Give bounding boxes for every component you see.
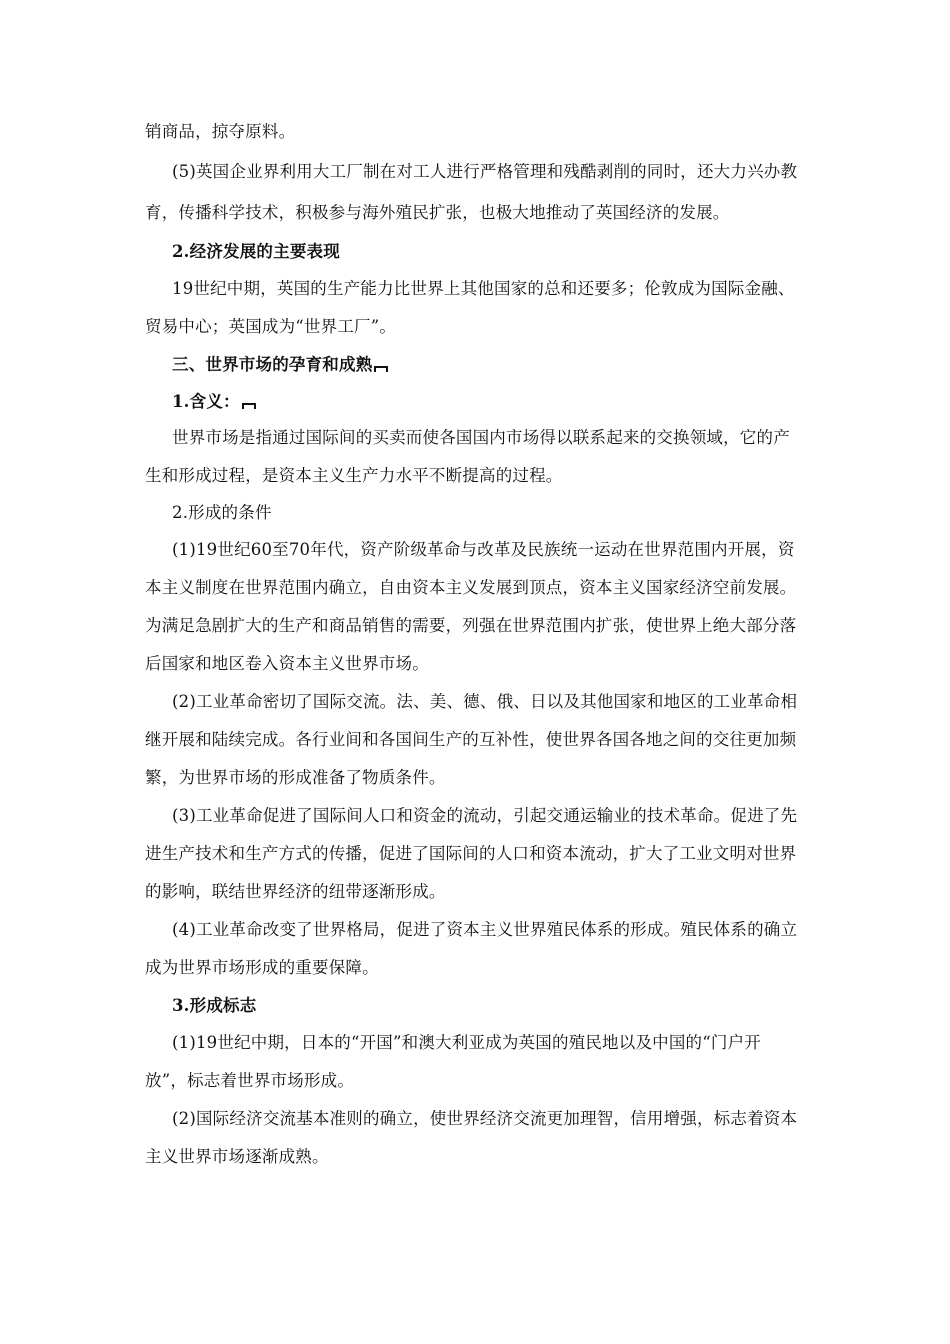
text-line: 继开展和陆续完成。各行业间和各国间生产的互补性，使世界各国各地之间的交往更加频 <box>145 730 797 749</box>
text-line: (4)工业革命改变了世界格局，促进了资本主义世界殖民体系的形成。殖民体系的确立 <box>172 920 798 939</box>
text-line: (5)英国企业界利用大工厂制在对工人进行严格管理和残酷剥削的同时，还大力兴办教 <box>172 162 798 181</box>
section-heading-text: 三、世界市场的孕育和成熟 <box>172 355 373 374</box>
text-line: 后国家和地区卷入资本主义世界市场。 <box>145 654 429 673</box>
text-line: (2)工业革命密切了国际交流。法、美、德、俄、日以及其他国家和地区的工业革命相 <box>172 692 798 711</box>
text-line: (1)19世纪60至70年代，资产阶级革命与改革及民族统一运动在世界范围内开展，资 <box>172 540 795 559</box>
subheading: 2.经济发展的主要表现 <box>172 242 340 261</box>
text-line: 育，传播科学技术，积极参与海外殖民扩张，也极大地推动了英国经济的发展。 <box>145 203 730 222</box>
subheading: 3.形成标志 <box>172 996 257 1015</box>
subheading: 2.形成的条件 <box>172 503 272 522</box>
text-line: (2)国际经济交流基本准则的确立，使世界经济交流更加理智，信用增强，标志着资本 <box>172 1109 798 1128</box>
anchor-mark-icon <box>242 403 256 409</box>
section-heading <box>172 355 388 375</box>
text-line: 成为世界市场形成的重要保障。 <box>145 958 379 977</box>
subheading-text: 1.含义： <box>172 392 240 411</box>
text-line: (1)19世纪中期，日本的“开国”和澳大利亚成为英国的殖民地以及中国的“门户开 <box>172 1033 761 1052</box>
text-line: 本主义制度在世界范围内确立，自由资本主义发展到顶点，资本主义国家经济空前发展。 <box>145 578 797 597</box>
text-line: 进生产技术和生产方式的传播，促进了国际间的人口和资本流动，扩大了工业文明对世界 <box>145 844 797 863</box>
subheading <box>172 392 256 412</box>
text-line: 的影响，联结世界经济的纽带逐渐形成。 <box>145 882 446 901</box>
anchor-mark-icon <box>374 366 388 372</box>
text-line: 放”，标志着世界市场形成。 <box>145 1071 355 1090</box>
text-line: 世界市场是指通过国际间的买卖而使各国国内市场得以联系起来的交换领域，它的产 <box>172 428 790 447</box>
text-line: 生和形成过程，是资本主义生产力水平不断提高的过程。 <box>145 466 563 485</box>
text-line: 19世纪中期，英国的生产能力比世界上其他国家的总和还要多；伦敦成为国际金融、 <box>172 279 795 298</box>
text-line: (3)工业革命促进了国际间人口和资金的流动，引起交通运输业的技术革命。促进了先 <box>172 806 798 825</box>
text-line: 为满足急剧扩大的生产和商品销售的需要，列强在世界范围内扩张，使世界上绝大部分落 <box>145 616 797 635</box>
text-line: 繁，为世界市场的形成准备了物质条件。 <box>145 768 446 787</box>
text-line: 贸易中心；英国成为“世界工厂”。 <box>145 317 397 336</box>
text-line: 销商品，掠夺原料。 <box>145 122 296 141</box>
text-line: 主义世界市场逐渐成熟。 <box>145 1147 329 1166</box>
